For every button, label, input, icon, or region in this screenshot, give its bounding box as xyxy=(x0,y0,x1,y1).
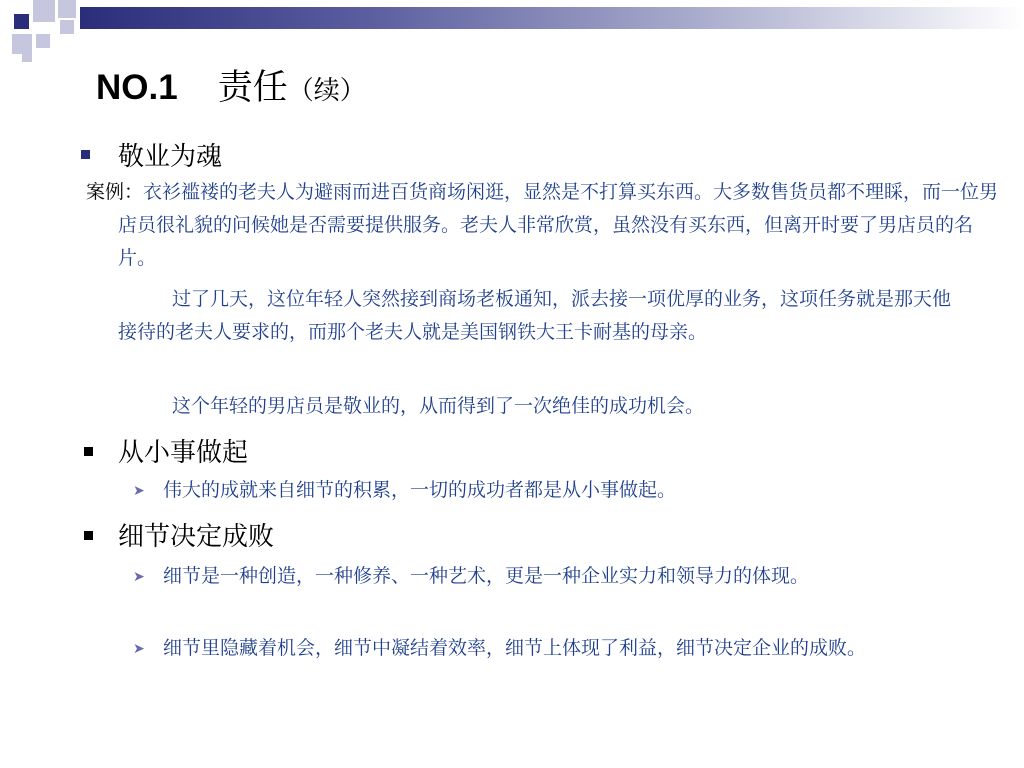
arrow-bullet-icon: ➤ xyxy=(133,569,145,585)
list-item: 细节是一种创造，一种修养、一种艺术，更是一种企业实力和领导力的体现。 xyxy=(163,565,810,587)
header-gradient-band xyxy=(80,7,1024,29)
page-title xyxy=(96,60,366,110)
case-paragraph xyxy=(86,176,1008,275)
square-bullet-icon xyxy=(84,447,93,456)
deco-square-icon xyxy=(60,20,74,34)
title-main: 责任 xyxy=(217,68,288,108)
deco-square-icon xyxy=(14,14,29,29)
section-heading-3: 细节决定成败 xyxy=(118,522,275,552)
case-paragraph-3: 这个年轻的男店员是敬业的，从而得到了一次绝佳的成功机会。 xyxy=(172,395,705,417)
square-bullet-icon xyxy=(84,531,93,540)
section-heading-1: 敬业为魂 xyxy=(118,142,223,172)
list-item: 细节里隐藏着机会，细节中凝结着效率，细节上体现了利益，细节决定企业的成败。 xyxy=(163,637,867,659)
deco-square-icon xyxy=(12,34,32,54)
deco-square-icon xyxy=(58,0,76,18)
arrow-bullet-icon: ➤ xyxy=(133,641,145,657)
deco-square-icon xyxy=(33,0,55,22)
section-heading-2: 从小事做起 xyxy=(118,438,249,468)
title-number: NO.1 xyxy=(96,68,178,107)
deco-square-icon xyxy=(36,34,50,48)
title-suffix: （续） xyxy=(287,76,366,106)
case-label: 案例： xyxy=(86,181,144,203)
list-item: 伟大的成就来自细节的积累，一切的成功者都是从小事做起。 xyxy=(163,479,677,501)
case-paragraph-2: 过了几天，这位年轻人突然接到商场老板通知，派去接一项优厚的业务，这项任务就是那天他接待的老夫人要求的，而那个老夫人就是美国钢铁大王卡耐基的母亲。 xyxy=(118,288,952,343)
case-text: 衣衫褴褛的老夫人为避雨而进百货商场闲逛，显然是不打算买东西。大多数售货员都不理睬，而一位男店员很礼貌的问候她是否需要提供服务。老夫人非常欣赏，虽然没有买东西，但离开时要了男店员的名片。 xyxy=(118,181,999,269)
arrow-bullet-icon: ➤ xyxy=(133,483,145,499)
deco-square-icon xyxy=(22,52,32,62)
square-bullet-icon xyxy=(81,150,90,159)
